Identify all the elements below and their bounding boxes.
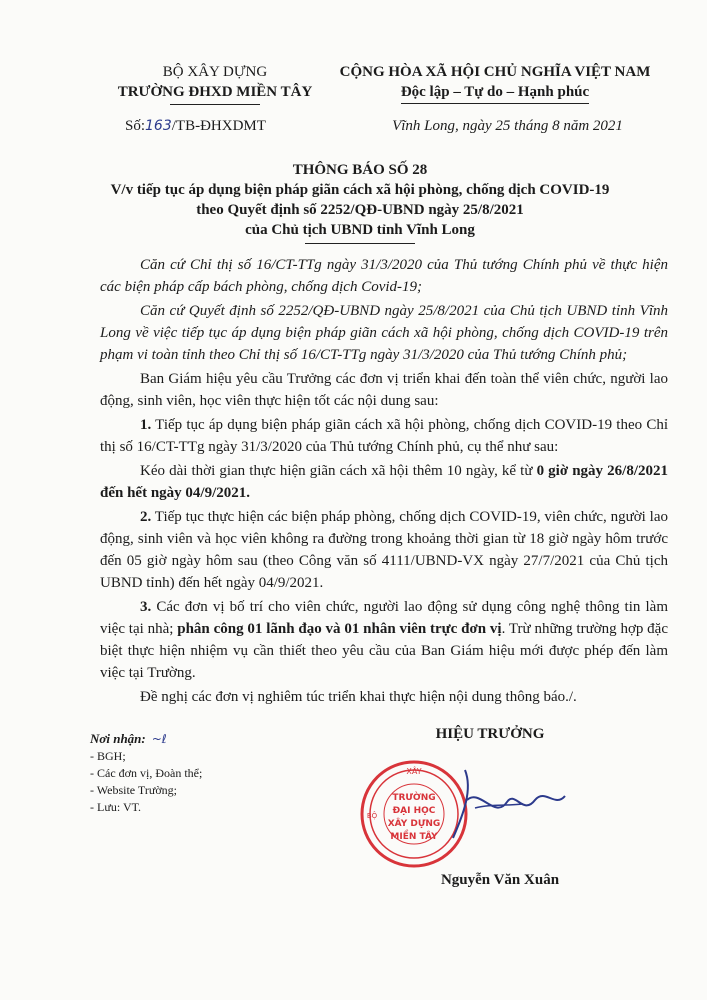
item-2-number: 2. (140, 509, 152, 525)
item-3-text-bold: phân công 01 lãnh đạo và 01 nhân viên trực đơn vị (177, 621, 502, 637)
recipients-label: Nơi nhận: (90, 731, 146, 746)
svg-text:MIỀN TÂY: MIỀN TÂY (390, 832, 438, 842)
recipients-block (90, 730, 202, 816)
org-parent: BỘ XÂY DỰNG (162, 64, 268, 80)
doc-handwritten-number: 163 (145, 118, 172, 134)
svg-text:BỘ: BỘ (366, 812, 378, 820)
extension-text: Kéo dài thời gian thực hiện giãn cách xã hội thêm 10 ngày, kể từ (140, 463, 537, 479)
title-line-4: của Chủ tịch UBND tỉnh Vĩnh Long (245, 222, 475, 238)
item-3-text-c: . Trừ những trường hợp đặc biệt thực hiện nhiệm vụ cần thiết theo yêu cầu của Ban Giám hiệu mới được phép đến làm việc tại Trường. (100, 621, 669, 681)
item-3-text-a: Các đơn vị bố trí cho viên chức, người lao động sử dụng công nghệ thông tin làm việc tại nhà; (100, 599, 668, 637)
document-body (100, 254, 668, 710)
svg-text:XÂY DỰNG: XÂY DỰNG (387, 819, 441, 829)
recipient-item: - BGH; (90, 749, 126, 763)
item-2-text: Tiếp tục thực hiện các biện pháp phòng, chống dịch COVID-19, viên chức, người lao động, sinh viên và học viên không ra đường trong khoảng thời gian từ 18 giờ ngày hôm trước đến 05 giờ ngày hôm sau (theo Công văn số 4111/UBND-VX ngày 27/7/2021 của Chủ tịch UBND tỉnh) đến hết ngày 04/9/2021. (100, 509, 668, 591)
national-motto: Độc lập – Tự do – Hạnh phúc (401, 82, 589, 104)
paragraph-item-2 (100, 506, 668, 594)
recipient-item: - Các đơn vị, Đoàn thể; (90, 766, 203, 780)
item-3-number: 3. (140, 599, 152, 615)
title-line-1: THÔNG BÁO SỐ 28 (292, 162, 428, 178)
title-line-2: V/v tiếp tục áp dụng biện pháp giãn cách xã hội phòng, chống dịch COVID-19 (110, 182, 610, 198)
paragraph-request: Ban Giám hiệu yêu cầu Trưởng các đơn vị triển khai đến toàn thể viên chức, người lao động, sinh viên, học viên thực hiện tốt các nội dung sau: (100, 371, 668, 409)
paragraph-item-1 (100, 414, 668, 458)
svg-text:ĐẠI HỌC: ĐẠI HỌC (392, 806, 436, 816)
org-name: TRƯỜNG ĐHXD MIỀN TÂY (117, 84, 313, 100)
paragraph-extension (100, 460, 668, 504)
header-organization (95, 62, 335, 105)
dateline: Vĩnh Long, ngày 25 tháng 8 năm 2021 (392, 118, 623, 134)
org-underline (170, 104, 260, 105)
item-1-text: Tiếp tục áp dụng biện pháp giãn cách xã hội phòng, chống dịch COVID-19 theo Chỉ thị số 16/CT-TTg ngày 31/3/2020 của Thủ tướng Chính phủ, cụ thể như sau: (100, 417, 668, 455)
document-title (60, 160, 660, 244)
title-line-3: theo Quyết định số 2252/QĐ-UBND ngày 25/8/2021 (196, 202, 524, 218)
title-underline (305, 243, 415, 244)
recipient-item: - Lưu: VT. (90, 800, 142, 814)
paragraph-basis-2: Căn cứ Quyết định số 2252/QĐ-UBND ngày 25/8/2021 của Chủ tịch UBND tỉnh Vĩnh Long về việc tiếp tục áp dụng biện pháp giãn cách xã hội phòng, chống dịch COVID-19 trên phạm vi toàn tỉnh theo Chỉ thị số 16/CT-TTg ngày 31/3/2020 của Thủ tướng Chính phủ; (100, 303, 668, 363)
paragraph-closing: Đề nghị các đơn vị nghiêm túc triển khai thực hiện nội dung thông báo./. (140, 689, 577, 705)
svg-text:XÂY: XÂY (406, 767, 422, 776)
paragraph-basis-1: Căn cứ Chỉ thị số 16/CT-TTg ngày 31/3/2020 của Thủ tướng Chính phủ về thực hiện các biện pháp cấp bách phòng, chống dịch Covid-19; (100, 257, 668, 295)
doc-suffix: /TB-ĐHXDMT (171, 118, 266, 134)
country-name: CỘNG HÒA XÃ HỘI CHỦ NGHĨA VIỆT NAM (339, 64, 651, 80)
header-national (330, 62, 660, 104)
item-1-number: 1. (140, 417, 152, 433)
recipient-item: - Website Trường; (90, 783, 178, 797)
handwritten-signature-icon (445, 760, 575, 850)
paragraph-item-3 (100, 596, 668, 684)
recipients-initials-icon: ~ℓ (151, 732, 167, 746)
document-number (125, 118, 266, 135)
doc-prefix: Số: (125, 118, 146, 134)
signer-name: Nguyễn Văn Xuân (440, 872, 560, 888)
extension-dates: 0 giờ ngày 26/8/2021 đến hết ngày 04/9/2021. (100, 463, 668, 501)
svg-text:TRƯỜNG: TRƯỜNG (392, 793, 436, 803)
signer-title: HIỆU TRƯỞNG (435, 726, 545, 742)
